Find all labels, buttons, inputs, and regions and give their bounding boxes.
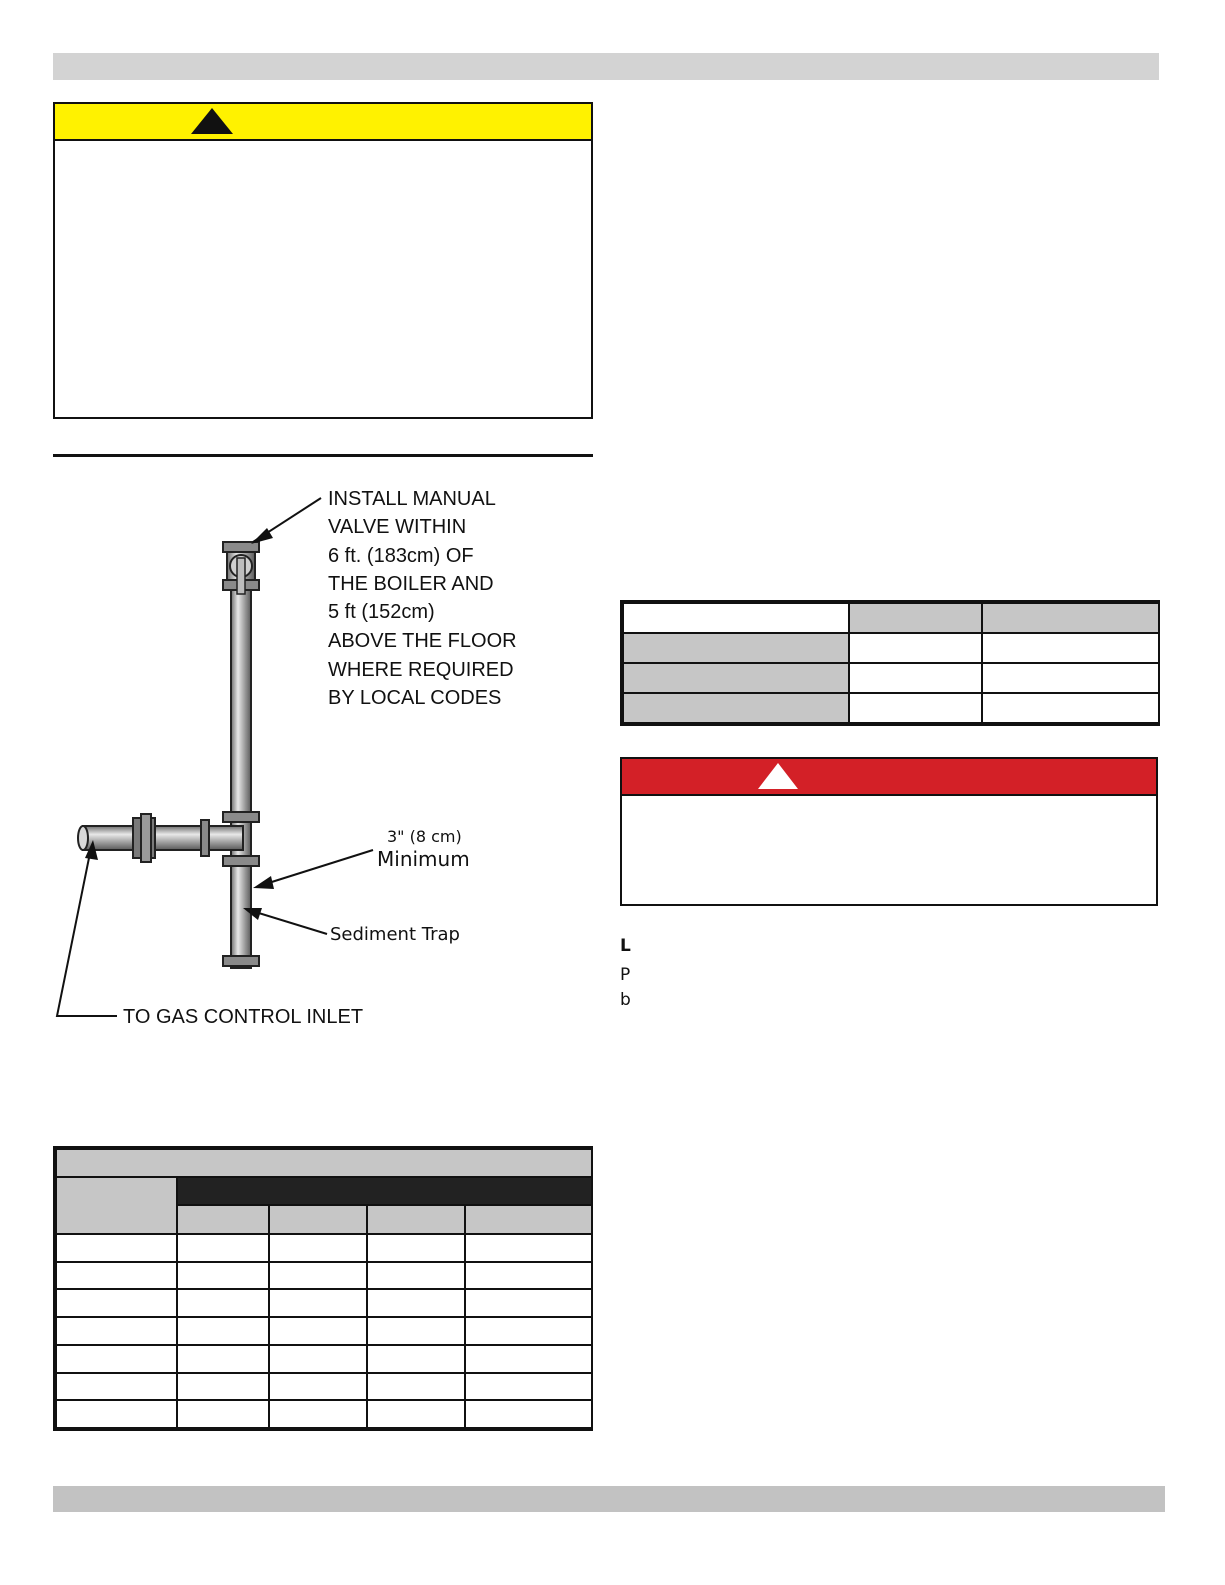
table-row [623, 633, 1159, 663]
paragraph-fragment: P [620, 965, 631, 985]
footer-band [53, 1486, 1165, 1512]
table-col-header [465, 1205, 592, 1234]
table-row [56, 1234, 592, 1262]
valve-callout-line-2: VALVE WITHIN [328, 516, 467, 538]
table-title-cell [56, 1149, 592, 1177]
table-row [623, 663, 1159, 693]
gas-pressure-table [620, 600, 1160, 726]
sediment-trap-label: Sediment Trap [330, 924, 460, 945]
section-rule [53, 454, 593, 457]
table-col-header [177, 1205, 269, 1234]
valve-callout-line-5: 5 ft (152cm) [328, 601, 435, 623]
table-col-header [269, 1205, 367, 1234]
table-row-header-cell [56, 1177, 177, 1234]
table-header-row [623, 603, 1159, 633]
table-row [56, 1317, 592, 1345]
paragraph-fragment: b [620, 990, 631, 1010]
valve-callout-line-1: INSTALL MANUAL [328, 488, 496, 510]
table-row [56, 1289, 592, 1317]
warning-header [622, 759, 1156, 796]
svg-text:INSTALL MANUAL VALVE WITHI [328, 488, 522, 709]
table-group-header-cell [177, 1177, 592, 1205]
table-row [56, 1400, 592, 1428]
minimum-label-line-2: Minimum [377, 847, 470, 871]
valve-callout-line-8: BY LOCAL CODES [328, 687, 502, 709]
table-row [623, 693, 1159, 723]
warning-box [620, 757, 1158, 906]
caution-header [55, 104, 591, 141]
table-row [56, 1262, 592, 1290]
caution-box [53, 102, 593, 419]
table-row [56, 1373, 592, 1401]
valve-callout-line-4: THE BOILER AND [328, 573, 494, 595]
warning-triangle-icon [190, 107, 234, 135]
pipe-capacity-table [53, 1146, 593, 1431]
valve-callout-line-3: 6 ft. (183cm) OF [328, 545, 474, 567]
table-col-header [367, 1205, 465, 1234]
paragraph-fragment-bold: L [620, 936, 631, 956]
gas-inlet-label: TO GAS CONTROL INLET [123, 1006, 364, 1028]
valve-callout-line-7: WHERE REQUIRED [328, 659, 514, 681]
minimum-label-line-1: 3" (8 cm) [387, 827, 462, 846]
warning-triangle-icon [756, 761, 800, 791]
table-row [56, 1345, 592, 1373]
gas-piping-figure [53, 478, 573, 1038]
valve-callout-line-6: ABOVE THE FLOOR [328, 630, 517, 652]
header-band [53, 53, 1159, 80]
